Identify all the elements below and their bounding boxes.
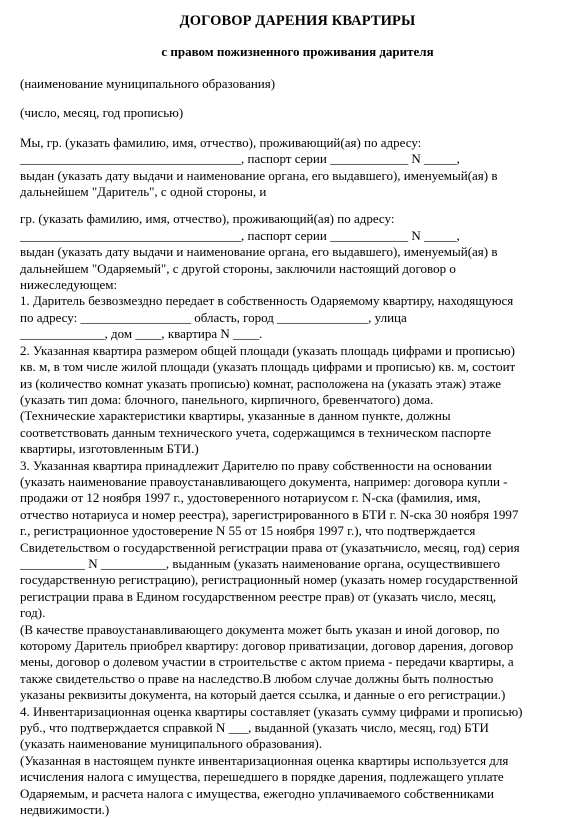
clause-2-note-line: квартиры, изготовленным БТИ.) (20, 441, 199, 457)
clause-4-note-line: (Указанная в настоящем пункте инвентаризационная оценка квартиры используется для (20, 752, 509, 768)
clause-3-note-line: которому Даритель приобрел квартиру: договор приватизации, договор дарения, договор (20, 638, 514, 653)
clause-2-note-line: (Технические характеристики квартиры, указанные в данном пункте, должны (20, 408, 451, 424)
recipient-party-paragraph (20, 211, 575, 293)
clause-3-line: (указать наименование правоустанавливающего документа, например: договора купли - (20, 473, 508, 489)
contract-body (20, 293, 575, 818)
clause-2-note-line: соответствовать данным технического учета, содержащимся в техническом паспорте (20, 424, 491, 440)
clause-3-line: продажи от 12 ноября 1997 г., удостоверенного нотариусом г. N-ска (фамилия, имя, (20, 490, 481, 506)
clause-4-note-line: Одаряемым, и расчета налога с имущества, ежегодно уплачиваемого собственниками (20, 785, 494, 801)
text-line: выдан (указать дату выдачи и наименование органа, его выдавшего), именуемый(ая) в (20, 244, 498, 260)
clause-2-line: 2. Указанная квартира размером общей площади (указать площадь цифрами и прописью) (20, 342, 515, 358)
text-line: __________________________________, паспорт серии ____________ N _____, (20, 227, 460, 243)
clause-3-line: __________ N __________, выданным (указать наименование органа, осуществившего (20, 555, 501, 571)
date-line: (число, месяц, год прописью) (20, 105, 184, 121)
clause-3-line: регистрации права в Едином государственном реестре прав) от (указать число, месяц, (20, 588, 497, 604)
clause-4-line: 4. Инвентаризационная оценка квартиры составляет (указать сумму цифрами и прописью) (20, 703, 523, 719)
document-title: ДОГОВОР ДАРЕНИЯ КВАРТИРЫ (179, 13, 416, 29)
clause-4-note-line: недвижимости.) (20, 802, 110, 818)
clause-2-line: из (количество комнат указать прописью) комнат, расположена на (указать этаж) этаже (20, 375, 502, 391)
municipality-line: (наименование муниципального образования) (20, 76, 276, 91)
clause-1-line: _____________, дом ____, квартира N ____. (20, 326, 263, 342)
clause-1-line: по адресу: _________________ область, город ______________, улица (20, 309, 407, 325)
clause-1-line: 1. Даритель безвозмездно передает в собственность Одаряемому квартиру, находящуюся (20, 293, 514, 309)
clause-3-note-line: также свидетельство о праве на наследство.В любом случае должны быть полностью (20, 670, 494, 686)
clause-3-line: 3. Указанная квартира принадлежит Дарителю по праву собственности на основании (20, 457, 492, 473)
clause-3-line: год). (20, 605, 46, 621)
clause-3-note-line: указаны реквизиты документа, на который дается ссылка, и данные о его регистрации.) (20, 687, 506, 703)
clause-3-line: г., регистрационное удостоверение N 55 от 15 ноября 1997 г.), что подтверждается (20, 523, 476, 539)
donor-party-paragraph (20, 135, 575, 201)
clause-3-line: Свидетельством о государственной регистрации права от (указатьчисло, месяц, год) серия (20, 539, 520, 555)
text-line: дальнейшем "Даритель", с одной стороны, и (20, 184, 267, 200)
text-line: гр. (указать фамилию, имя, отчество), проживающий(ая) по адресу: (20, 211, 395, 227)
text-line: Мы, гр. (указать фамилию, имя, отчество), проживающий(ая) по адресу: (20, 134, 422, 150)
clause-3-line: отчество нотариуса и номер реестра), зарегистрированного в БТИ г. N-ска 30 ноября 1997 (20, 506, 519, 522)
clause-3-note-line: мены, договор о долевом участии в строительстве с актом приема - передачи квартиры, а (20, 654, 514, 670)
text-line: __________________________________, паспорт серии ____________ N _____, (20, 151, 460, 167)
clause-3-note-line: (В качестве правоустанавливающего документа может быть указан и иной договор, по (20, 621, 500, 637)
clause-2-line: кв. м, в том числе жилой площади (указать площадь цифрами и прописью) кв. м, состоит (20, 359, 516, 375)
text-line: нижеследующем: (20, 277, 118, 293)
clause-4-note-line: исчисления налога с имущества, перешедшего в порядке дарения, подлежащего уплате (20, 769, 504, 785)
document-subtitle: с правом пожизненного проживания дарителя (161, 44, 434, 59)
text-line: дальнейшем "Одаряемый", с другой стороны, заключили настоящий договор о (20, 260, 456, 276)
text-line: выдан (указать дату выдачи и наименование органа, его выдавшего), именуемый(ая) в (20, 167, 498, 183)
clause-4-line: (указать наименование муниципального образования). (20, 736, 323, 752)
clause-4-line: руб., что подтверждается справкой N ___, выданной (указать число, месяц, год) БТИ (20, 720, 489, 736)
clause-2-line: (указать тип дома: блочного, панельного, кирпичного, бревенчатого) дома. (20, 391, 434, 407)
clause-3-line: государственную регистрацию), регистрационный номер (указать номер государственной (20, 572, 518, 588)
